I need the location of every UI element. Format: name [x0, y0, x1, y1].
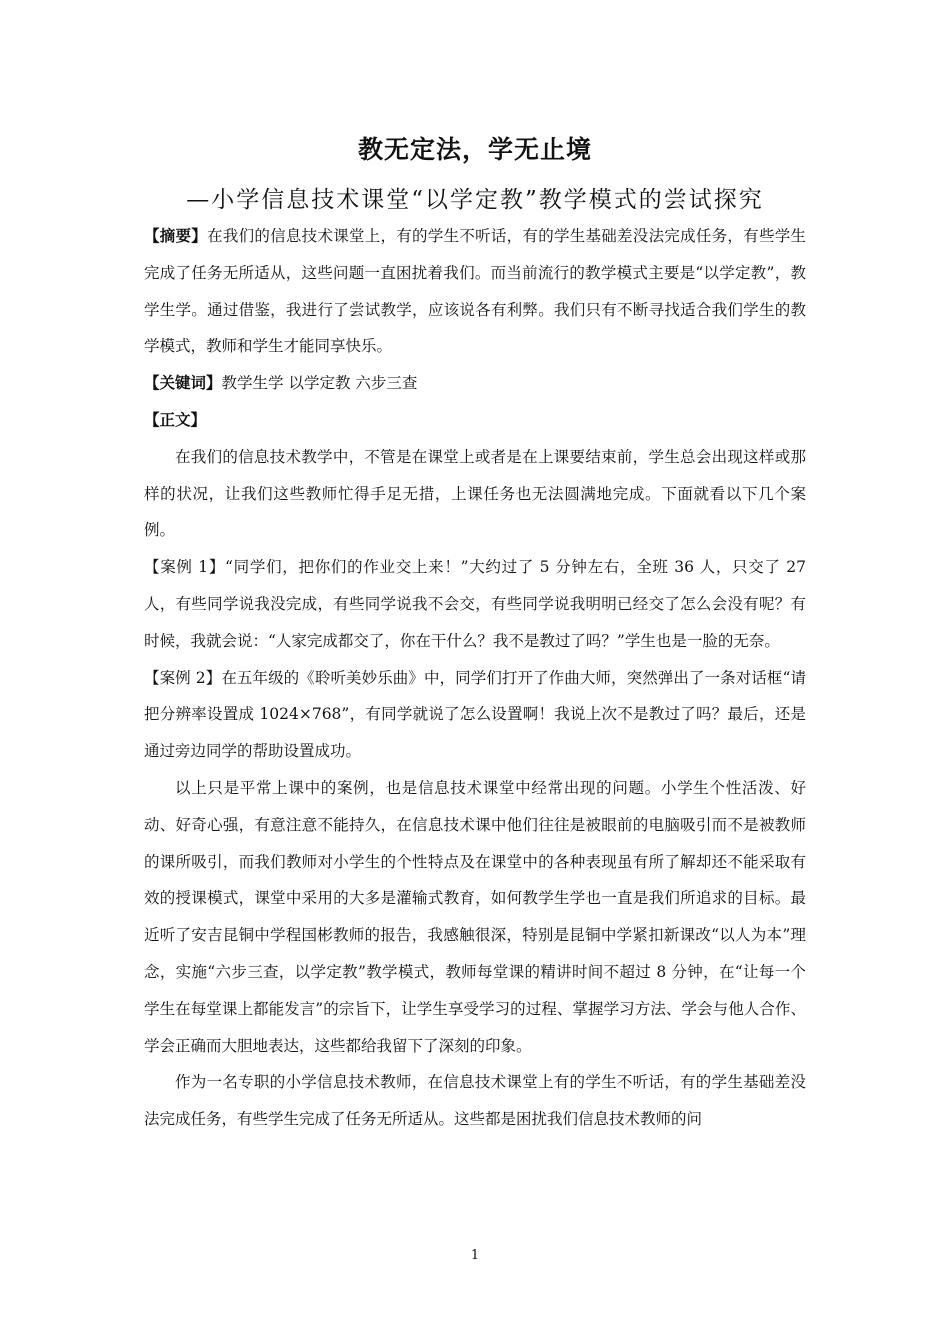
body-heading: [144, 402, 806, 439]
document-subtitle: —小学信息技术课堂“以学定教”教学模式的尝试探究: [186, 187, 764, 213]
keywords-text: 教学生学 以学定教 六步三查: [221, 374, 418, 393]
case-2-tag: 【案例 2】: [144, 668, 222, 687]
teacher-paragraph: 作为一名专职的小学信息技术教师，在信息技术课堂上有的学生不听话，有的学生基础差没法完成任务，有些学生完成了任务无所适从。这些都是困扰我们信息技术教师的问: [144, 1073, 806, 1129]
keywords-tag: 【关键词】: [144, 374, 222, 393]
body-tag: 【正文】: [144, 410, 207, 429]
document-title: 教无定法，学无止境: [357, 135, 592, 164]
abstract-text: 在我们的信息技术课堂上，有的学生不听话，有的学生基础差没法完成任务，有些学生完成了任务无所适从，这些问题一直困扰着我们。而当前流行的教学模式主要是“以学定教”，教学生学。通过借鉴，我进行了尝试教学，应该说各有利弊。我们只有不断寻找适合我们学生的教学模式，教师和学生才能同享快乐。: [144, 227, 806, 356]
case-1-tag: 【案例 1】: [144, 558, 226, 577]
intro-paragraph: 在我们的信息技术教学中，不管是在课堂上或者是在上课要结束前，学生总会出现这样或那样的状况，让我们这些教师忙得手足无措，上课任务也无法圆满地完成。下面就看以下几个案例。: [144, 447, 806, 540]
document-body: [144, 218, 806, 1138]
abstract-tag: 【摘要】: [144, 227, 208, 245]
page-number: 1: [470, 1248, 480, 1263]
abstract-paragraph: [144, 218, 806, 365]
case-1-paragraph: [144, 549, 806, 659]
case-2-paragraph: [144, 660, 806, 770]
case-2-text: 在五年级的《聆听美妙乐曲》中，同学们打开了作曲大师，突然弹出了一条对话框“请把分辨率设置成 1024×768”，有同学就说了怎么设置啊！我说上次不是教过了吗？最后，还是通过旁边同学的帮助设置成功。: [144, 668, 806, 761]
keywords-paragraph: [144, 365, 806, 402]
analysis-paragraph: 以上只是平常上课中的案例，也是信息技术课堂中经常出现的问题。小学生个性活泼、好动、好奇心强，有意注意不能持久，在信息技术课中他们往往是被眼前的电脑吸引而不是被教师的课所吸引，而我们教师对小学生的个性特点及在课堂中的各种表现虽有所了解却还不能采取有效的授课模式，课堂中采用的大多是灌输式教育，如何教学生学也一直是我们所追求的目标。最近听了安吉昆铜中学程国彬教师的报告，我感触很深，特别是昆铜中学紧扣新课改“以人为本”理念，实施“六步三查，以学定教”教学模式，教师每堂课的精讲时间不超过 8 分钟，在“让每一个学生在每堂课上都能发言”的宗旨下，让学生享受学习的过程、掌握学习方法、学会与他人合作、学会正确而大胆地表达，这些都给我留下了深刻的印象。: [144, 778, 806, 1055]
case-1-text: “同学们，把你们的作业交上来！”大约过了 5 分钟左右，全班 36 人，只交了 27 人，有些同学说我没完成，有些同学说我不会交，有些同学说我明明已经交了怎么会没有呢？有时候，我就会说：“人家完成都交了，你在干什么？我不是教过了吗？”学生也是一脸的无奈。: [144, 558, 807, 650]
